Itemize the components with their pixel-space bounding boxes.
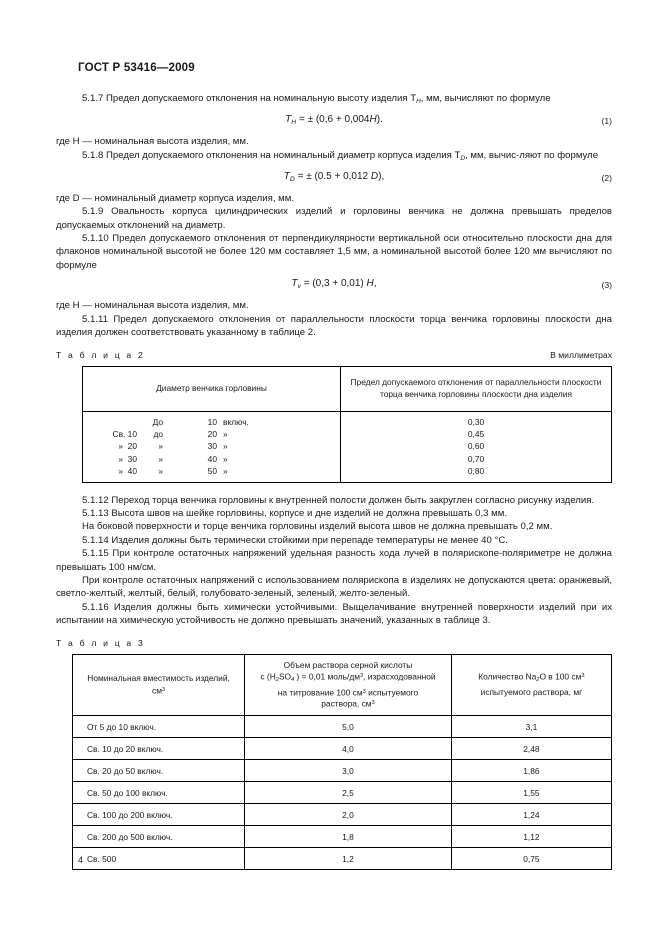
table-cell-capacity: Св. 20 до 50 включ. [73,760,245,782]
range-to: 50 [207,466,217,477]
standard-header: ГОСТ Р 53416—2009 [78,62,195,74]
page-number: 4 [78,855,84,865]
clause-5-1-7-subscript: H [416,97,421,105]
table-cell-capacity: Св. 10 до 20 включ. [73,738,245,760]
clause-5-1-13-b: На боковой поверхности и торце венчика горловины изделий высота швов не должна превышать 0,2 мм. [82,521,553,533]
clause-5-1-13: 5.1.13 Высота швов на шейке горловины, корпусе и дне изделий не должна превышать 0,3 мм. [82,507,508,519]
table-2-caption-row [56,350,612,362]
clause-5-1-8-text: 5.1.8 Предел допускаемого отклонения на номинальный диаметр корпуса изделия T [82,149,461,161]
table-row [83,453,340,465]
table-cell-acid-volume: 1,2 [245,848,452,870]
document-body [56,92,612,870]
table-3-header-acid-line4sup: 3 [371,700,375,707]
table-3-header-capacity-line1: Номинальная вместимость изделий, [87,673,230,684]
table-cell-value: 0,60 [467,441,485,452]
formula-2-var: D [370,170,379,182]
table-3-header-capacity [73,654,245,716]
formula-2-body: = ± (0.5 + 0,012 [294,170,371,182]
table-3-header-na2o-a: Количество Na [478,671,537,682]
formula-3-body: = (0,3 + 0,01) [300,278,367,290]
table-cell-acid-volume: 1,8 [245,826,452,848]
table-cell-acid-volume: 2,0 [245,804,452,826]
table-row [83,440,340,452]
table-cell-acid-volume: 5,0 [245,716,452,738]
table-2-data-block [83,411,612,482]
range-from: » 40 [118,466,137,477]
table-row [73,782,612,804]
table-3-header-acid-a: с (H [260,671,276,682]
table-3-header-capacity-unit: см [152,685,162,696]
table-row [83,428,340,440]
range-incl: » [223,453,228,464]
table-2-header-diameter: Диаметр венчика горловины [83,366,341,411]
formula-1-body: = ± (0,6 + 0,004 [296,114,370,126]
table-cell-na2o: 0,75 [451,848,611,870]
formula-1-lhs-sub: H [291,119,297,127]
clause-5-1-7-note: где H — номинальная высота изделия, мм. [56,136,249,148]
range-mid [163,428,189,440]
table-cell-value: 0,30 [467,416,485,427]
range-mid [163,416,189,428]
clause-5-1-16: 5.1.16 Изделия должны быть химически устойчивыми. Выщелачивание внутренней поверхности изделий при их испытании на химическую устойчивость не должно превышать значений, указанных в таблице 3. [56,601,612,627]
table-3-header-na2o [451,654,611,716]
range-from: » 30 [118,453,137,464]
formula-2-number: (2) [601,172,612,183]
table-2-range-list [83,416,340,478]
clause-5-1-7-tail: , мм, вычисляют по формуле [420,93,551,104]
formula-3-lhs: T [291,278,298,290]
clause-5-1-8-tail: , мм, вычис-ляют по формуле [465,149,599,161]
formula-2-row [56,171,612,186]
table-3-header-acid-sup1: 3 [359,673,364,680]
table-row [83,465,340,477]
range-to: 10 [207,416,217,427]
range-mid [163,453,189,465]
table-row [73,848,612,870]
table-3-caption: Т а б л и ц а 3 [56,637,145,648]
formula-2-close: ), [378,170,385,182]
formula-3 [56,278,612,290]
table-2-value-list [341,416,611,478]
formula-1-close: ). [376,114,383,126]
table-row [73,716,612,738]
table-3-header-acid-line4a: раствора, см [321,698,372,709]
table-3-caption-row [56,638,612,650]
table-3-wrapper [72,654,612,871]
table-row [73,826,612,848]
table-2 [82,366,612,483]
table-3 [72,654,612,871]
formula-1-row [56,114,612,129]
table-cell-na2o: 1,86 [451,760,611,782]
range-word: До [152,416,163,427]
range-to: 30 [207,441,217,452]
table-3-header-capacity-unit-sup: 3 [161,686,166,693]
table-3-header-na2o-sup: 3 [581,673,585,680]
formula-1-number: (1) [601,116,612,127]
formula-1-lhs: T [285,114,292,126]
range-incl: » [223,441,228,452]
table-2-units-note: В миллиметрах [550,349,612,360]
range-from [91,416,137,428]
table-cell-na2o: 2,48 [451,738,611,760]
table-3-head [73,654,612,716]
table-row [83,416,340,428]
range-from: Св. 10 [112,428,137,439]
range-word: до [153,428,163,439]
table-3-header-row [73,654,612,716]
range-to: 40 [207,453,217,464]
clause-5-1-15: 5.1.15 При контроле остаточных напряжений удельная разность хода лучей в полярископе-поляриметре не должна превышать 100 нм/см. [56,548,612,573]
table-3-header-acid-c: ) = 0,01 моль/дм [294,671,360,682]
table-cell-na2o: 1,55 [451,782,611,804]
clause-5-1-14: 5.1.14 Изделия должны быть термически стойкими при перепаде температуры не менее 40 °С. [82,534,508,546]
table-cell-acid-volume: 2,5 [245,782,452,804]
table-cell-value: 0,45 [467,428,485,439]
table-cell-capacity: Св. 200 до 500 включ. [73,826,245,848]
formula-3-var: H [366,278,374,290]
clause-5-1-11: 5.1.11 Предел допускаемого отклонения от параллельности плоскости торца венчика горловины плоскости дна изделия должен соответствовать указанному в таблице 2. [56,313,612,339]
table-cell-na2o: 3,1 [451,716,611,738]
table-cell-na2o: 1,24 [451,804,611,826]
range-word: » [158,466,163,477]
table-3-header-acid-sub1: 2 [275,677,279,684]
table-2-ranges-cell [83,411,341,482]
table-3-header-acid-line3b: испытуемого [365,686,419,697]
range-word: » [158,441,163,452]
table-cell-value: 0,80 [467,466,485,477]
formula-2-lhs-sub: D [289,175,295,183]
clause-5-1-8-subscript: D [460,154,466,162]
range-to: 20 [207,428,217,439]
range-incl: включ. [223,416,249,427]
table-2-values-cell [341,411,612,482]
table-3-body [73,716,612,870]
clause-5-1-9: 5.1.9 Овальность корпуса цилиндрических изделий и горловины венчика не должна превышать пределов допускаемых отклонений на диаметр. [56,206,612,231]
table-row [73,738,612,760]
clause-5-1-12: 5.1.12 Переход торца венчика горловины к внутренней полости должен быть закруглен согласно рисунку изделия. [82,494,595,506]
table-3-header-acid-line3a: на титрование 100 см [277,686,363,697]
table-2-head [83,366,612,411]
table-cell-capacity: Св. 50 до 100 включ. [73,782,245,804]
table-row [73,760,612,782]
table-3-header-na2o-b: O в 100 см [539,671,582,682]
table-3-header-acid-d: , израсходованной [363,671,436,682]
range-word: » [158,453,163,464]
range-from: » 20 [118,441,137,452]
range-mid [163,465,189,477]
table-2-header-deviation: Предел допускаемого отклонения от параллельности плоскости торца венчика горловины плоскости дна изделия [341,366,612,411]
table-cell-capacity: От 5 до 10 включ. [73,716,245,738]
table-2-header-row [83,366,612,411]
table-3-header-acid-line3sup: 3 [362,688,366,695]
table-2-wrapper [82,366,612,483]
formula-3-row [56,278,612,293]
range-incl: » [223,466,228,477]
table-cell-acid-volume: 3,0 [245,760,452,782]
clause-5-1-15-b: При контроле остаточных напряжений с использованием полярископа в изделиях не допускаются цвета: оранжевый, светло-желтый, желтый, белый, голубовато-зеленый, зеленый, желто-зеленый. [56,574,612,600]
table-row [73,804,612,826]
range-mid [163,440,189,452]
table-3-header-acid-volume [245,654,452,716]
table-cell-acid-volume: 4,0 [245,738,452,760]
table-cell-capacity: Св. 500 [73,848,245,870]
table-3-header-na2o-line2: испытуемого раствора, мг [480,686,583,697]
formula-3-close: , [373,278,377,290]
table-3-header-acid-b: SO [278,671,292,682]
table-cell-capacity: Св. 100 до 200 включ. [73,804,245,826]
clause-5-1-10: 5.1.10 Предел допускаемого отклонения от перпендикулярности вертикальной оси относительно плоскости дна для флаконов номинальной высотой не более 120 мм составляет 1,5 мм, а номинальной высотой более 120 мм вычисляют по формуле [56,233,612,271]
clause-5-1-10-note: где H — номинальная высота изделия, мм. [56,300,249,312]
table-2-body [83,411,612,482]
formula-3-number: (3) [601,280,612,291]
formula-3-lhs-sub: v [297,283,301,291]
formula-2-lhs: T [283,170,290,182]
table-cell-na2o: 1,12 [451,826,611,848]
table-2-caption: Т а б л и ц а 2 [56,349,145,360]
table-3-header-acid-sub2: 4 [291,677,295,684]
formula-1 [56,114,612,126]
table-3-header-acid-line1: Объем раствора серной кислоты [283,659,413,670]
clause-5-1-8-note: где D — номинальный диаметр корпуса изделия, мм. [56,192,295,204]
formula-2 [56,171,612,183]
clause-5-1-7 [56,92,612,108]
clause-5-1-8 [56,149,612,165]
table-cell-value: 0,70 [467,453,485,464]
range-incl: » [223,428,228,439]
formula-1-var: H [369,114,377,126]
table-3-header-na2o-sub: 2 [536,677,540,684]
clause-5-1-7-text: 5.1.7 Предел допускаемого отклонения на номинальную высоту изделия T [82,93,417,104]
